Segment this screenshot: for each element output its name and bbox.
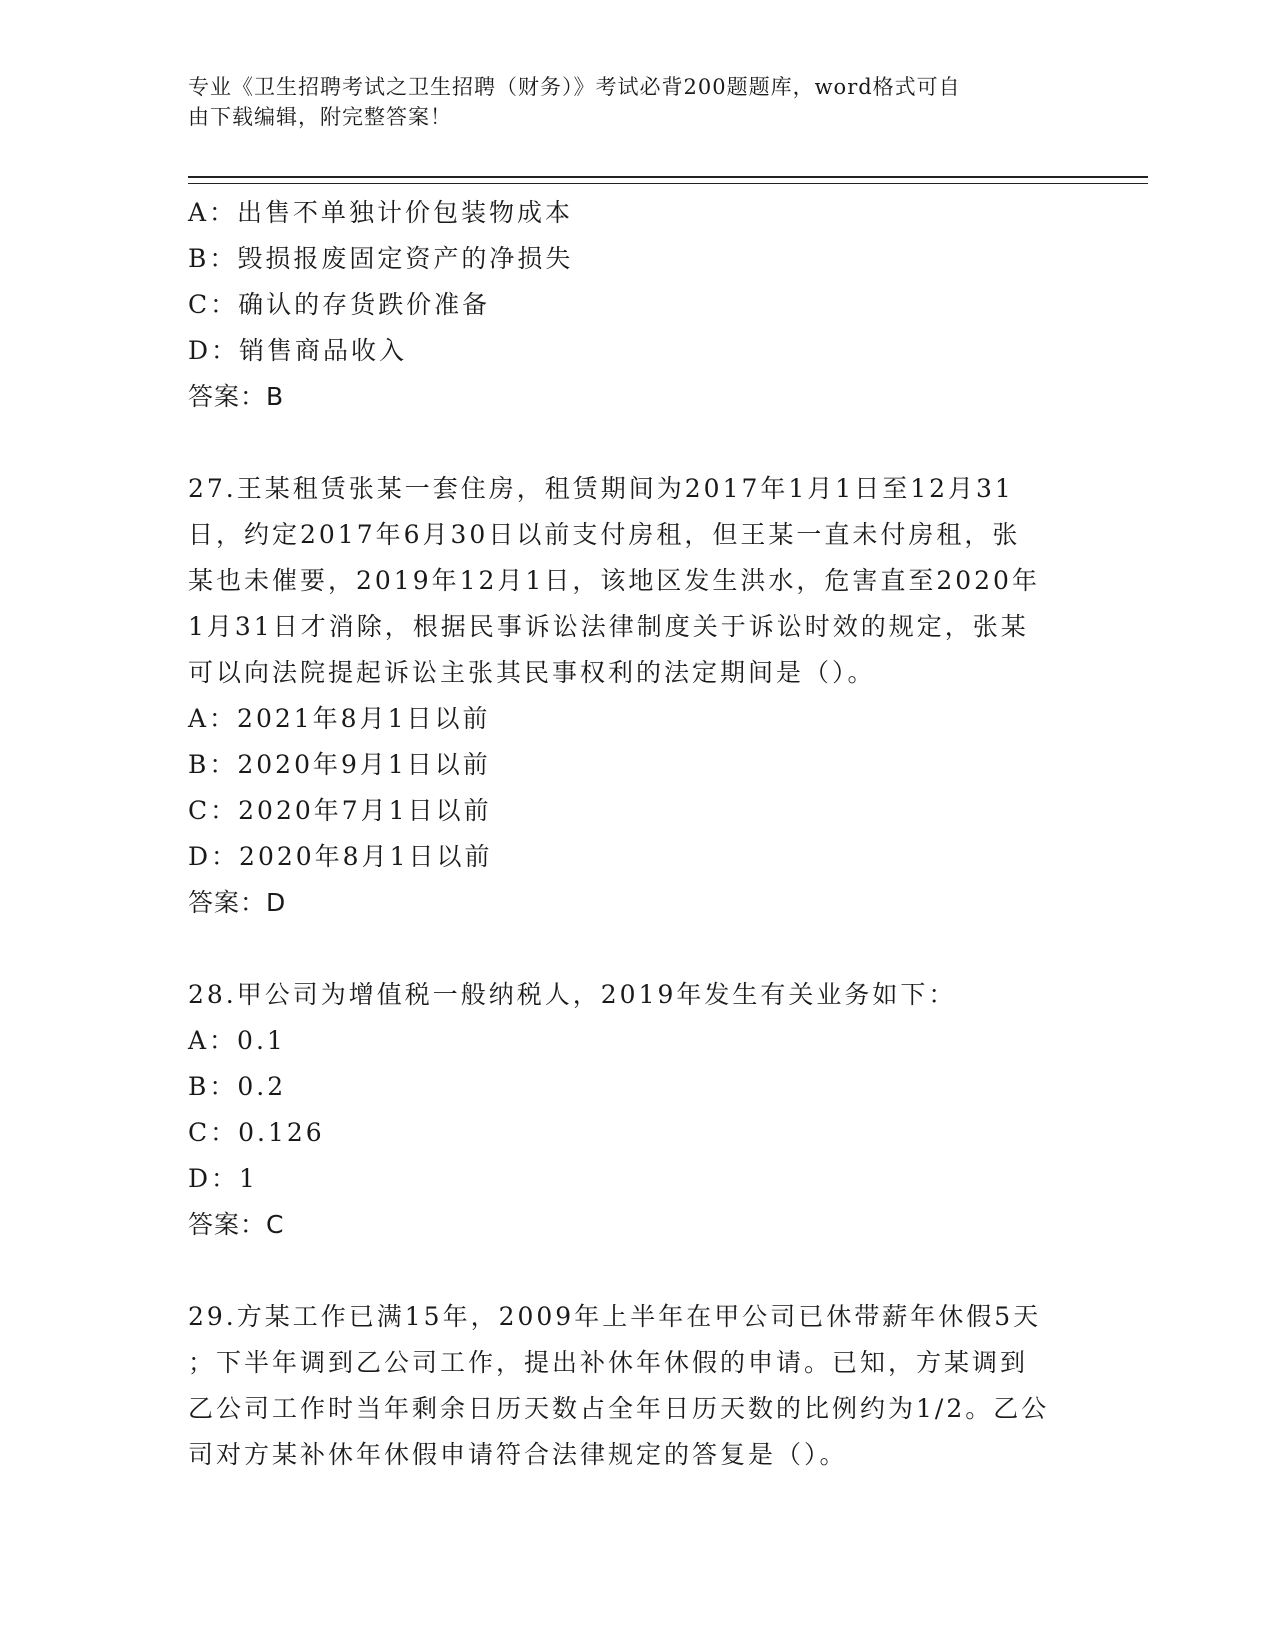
- question-text-line: ；下半年调到乙公司工作，提出补休年休假的申请。已知，方某调到: [188, 1348, 1029, 1377]
- option-d: D：销售商品收入: [188, 336, 408, 365]
- question-text-line: 日，约定2017年6月30日以前支付房租，但王某一直未付房租，张: [188, 520, 1021, 549]
- answer: 答案：D: [188, 888, 287, 917]
- question-text-line: 1月31日才消除，根据民事诉讼法律制度关于诉讼时效的规定，张某: [188, 612, 1029, 641]
- option-c: C：2020年7月1日以前: [188, 796, 492, 825]
- option-a: A：2021年8月1日以前: [188, 704, 491, 733]
- question-text-line: 某也未催要，2019年12月1日，该地区发生洪水，危害直至2020年: [188, 566, 1040, 595]
- header-line-2: 由下载编辑，附完整答案！: [188, 105, 452, 129]
- option-b: B：0.2: [188, 1072, 287, 1101]
- option-d: D：2020年8月1日以前: [188, 842, 493, 871]
- answer: 答案：B: [188, 382, 285, 411]
- question-29-block: [188, 1294, 1088, 1478]
- header-rule-thick: [188, 176, 1148, 178]
- question-26-block: [188, 190, 1088, 420]
- question-text-line: 29.方某工作已满15年，2009年上半年在甲公司已休带薪年休假5天: [188, 1302, 1042, 1331]
- option-c: C：0.126: [188, 1118, 325, 1147]
- header-line-1: 专业《卫生招聘考试之卫生招聘（财务）》考试必背200题题库，word格式可自: [188, 75, 961, 99]
- question-28-block: [188, 972, 1088, 1248]
- question-text-line: 可以向法院提起诉讼主张其民事权利的法定期间是（）。: [188, 658, 876, 687]
- document-header: [188, 72, 1068, 132]
- option-c: C：确认的存货跌价准备: [188, 290, 491, 319]
- option-d: D：1: [188, 1164, 258, 1193]
- question-text-line: 27.王某租赁张某一套住房，租赁期间为2017年1月1日至12月31: [188, 474, 1014, 503]
- question-text-line: 乙公司工作时当年剩余日历天数占全年日历天数的比例约为1/2。乙公: [188, 1394, 1050, 1423]
- document-body: [188, 190, 1088, 1478]
- answer: 答案：C: [188, 1210, 285, 1239]
- question-text-line: 司对方某补休年休假申请符合法律规定的答复是（）。: [188, 1440, 848, 1469]
- option-b: B：毁损报废固定资产的净损失: [188, 244, 574, 273]
- option-a: A：0.1: [188, 1026, 286, 1055]
- option-b: B：2020年9月1日以前: [188, 750, 491, 779]
- header-rule-thin: [188, 183, 1148, 184]
- option-a: A：出售不单独计价包装物成本: [188, 198, 574, 227]
- question-text-line: 28.甲公司为增值税一般纳税人，2019年发生有关业务如下：: [188, 980, 957, 1009]
- question-27-block: [188, 466, 1088, 926]
